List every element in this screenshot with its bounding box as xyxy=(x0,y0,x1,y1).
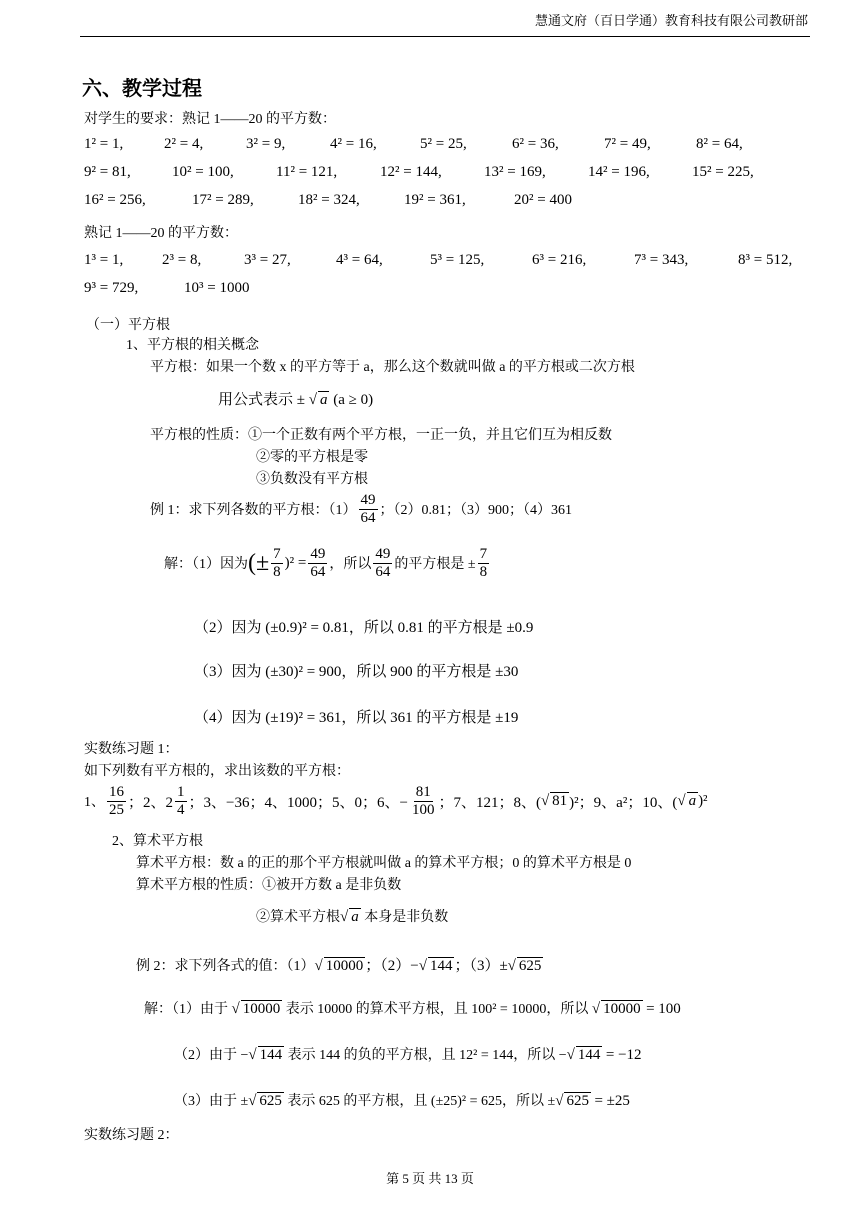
square-item: 15² = 225, xyxy=(692,164,754,180)
solution-2-3 xyxy=(174,1090,630,1110)
square-item: 14² = 196, xyxy=(588,164,650,180)
header-rule xyxy=(80,36,810,37)
fraction: $\frac{49}{64}$ xyxy=(310,546,326,580)
square-item: 8² = 64, xyxy=(696,136,743,152)
formula-line xyxy=(218,388,373,409)
sqrt-a: √ a xyxy=(340,909,359,925)
cube-item: 9³ = 729, xyxy=(84,280,139,296)
paren-close: )² = xyxy=(284,554,307,571)
text: 表示 10000 的算术平方根，且 100² = 10000，所以 xyxy=(285,1002,589,1017)
squares-row-3 xyxy=(84,192,572,209)
cube-item: 4³ = 64, xyxy=(336,252,383,268)
formula-label: 用公式表示 xyxy=(218,392,294,408)
sqrt-144: √ 144 xyxy=(248,1047,283,1063)
text: = ±25 xyxy=(594,1093,630,1109)
section-title: 六、教学过程 xyxy=(82,76,202,100)
definition-square-root: 平方根：如果一个数 x 的平方等于 a，那么这个数就叫做 a 的平方根或二次方根 xyxy=(150,360,635,375)
sqrt-10000: √ 10000 xyxy=(231,1001,281,1017)
cubes-row-2 xyxy=(84,280,249,297)
squares-row-2 xyxy=(84,164,754,181)
square-item: 19² = 361, xyxy=(404,192,466,208)
solution-3: （3）因为 (±30)² = 900，所以 900 的平方根是 ±30 xyxy=(194,664,519,680)
cube-item: 8³ = 512, xyxy=(738,252,793,268)
text: 本身是非负数 xyxy=(364,910,449,925)
sqrt-625: √ 625 xyxy=(555,1093,589,1109)
squares-row-1 xyxy=(84,136,743,153)
sqrt-144: √ 144 xyxy=(566,1047,601,1063)
property-3: ③负数没有平方根 xyxy=(256,472,368,487)
example-1-label: 例 1：求下列各数的平方根：（1） xyxy=(150,503,357,518)
sqrt-625: √ 625 xyxy=(507,958,542,974)
cube-item: 5³ = 125, xyxy=(430,252,485,268)
subsection-concepts: 1、平方根的相关概念 xyxy=(126,338,259,353)
square-item: 12² = 144, xyxy=(380,164,442,180)
text: 例 2：求下列各式的值：（1） xyxy=(136,959,315,974)
text: ，所以 xyxy=(329,557,372,572)
text: 表示 144 的负的平方根，且 12² = 144，所以 − xyxy=(287,1048,567,1063)
props-label: 平方根的性质： xyxy=(150,428,248,443)
square-item: 4² = 16, xyxy=(330,136,377,152)
text: 表示 625 的平方根，且 (±25)² = 625，所以 ± xyxy=(287,1094,556,1109)
cubes-row-1 xyxy=(84,252,792,269)
square-item: 6² = 36, xyxy=(512,136,559,152)
sqrt-10000: √ 10000 xyxy=(591,1001,641,1017)
square-item: 2² = 4, xyxy=(164,136,204,152)
square-item: 3² = 9, xyxy=(246,136,286,152)
sqrt-625: √ 625 xyxy=(248,1093,282,1109)
text: )² xyxy=(698,792,708,809)
properties-line xyxy=(150,424,612,444)
square-item: 11² = 121, xyxy=(276,164,338,180)
fraction: $\frac{16}{25}$ xyxy=(109,784,124,818)
practice-1-question: 如下列数有平方根的，求出该数的平方根： xyxy=(84,764,350,779)
formula-pm: ± xyxy=(296,392,305,408)
paren-open: (± xyxy=(248,549,270,576)
square-item: 10² = 100, xyxy=(172,164,234,180)
square-item: 13² = 169, xyxy=(484,164,546,180)
text: 1、 xyxy=(84,795,105,810)
fraction: $\frac{1}{4}$ xyxy=(177,784,185,818)
cube-item: 3³ = 27, xyxy=(244,252,291,268)
page-footer: 第 5 页 共 13 页 xyxy=(386,1171,474,1186)
cube-item: 1³ = 1, xyxy=(84,252,124,268)
cube-item: 6³ = 216, xyxy=(532,252,587,268)
arith-definition: 算术平方根：数 a 的正的那个平方根就叫做 a 的算术平方根；0 的算术平方根是 0 xyxy=(136,856,632,871)
property-1: ①一个正数有两个平方根，一正一负，并且它们互为相反数 xyxy=(248,428,612,443)
text: = 100 xyxy=(646,1001,681,1017)
cube-item: 7³ = 343, xyxy=(634,252,689,268)
square-item: 5² = 25, xyxy=(420,136,467,152)
text: 解：（1）由于 xyxy=(144,1002,228,1017)
text: （2）由于 − xyxy=(174,1048,249,1063)
cube-item: 2³ = 8, xyxy=(162,252,202,268)
square-item: 17² = 289, xyxy=(192,192,254,208)
section-square-root: （一）平方根 xyxy=(86,318,170,333)
arith-properties: 算术平方根的性质：①被开方数 a 是非负数 xyxy=(136,878,402,893)
text: ；（2）− xyxy=(365,958,419,974)
text: ；（3）± xyxy=(454,958,508,974)
solution-1 xyxy=(164,546,491,580)
practice-2-title: 实数练习题 2： xyxy=(84,1128,179,1143)
formula-condition: (a ≥ 0) xyxy=(333,392,374,408)
solution-2: （2）因为 (±0.9)² = 0.81，所以 0.81 的平方根是 ±0.9 xyxy=(194,620,534,636)
arith-property-2 xyxy=(256,906,448,926)
solution-2-1 xyxy=(144,998,681,1018)
sqrt-144: √ 144 xyxy=(418,958,453,974)
page-header: 慧通文府（百日学通）教育科技有限公司教研部 xyxy=(534,13,808,28)
square-item: 16² = 256, xyxy=(84,192,146,208)
cube-item: 10³ = 1000 xyxy=(184,280,250,296)
sqrt-10000: √ 10000 xyxy=(314,958,364,974)
fraction: $\frac{81}{100}$ xyxy=(411,784,435,818)
sqrt-81: √ 81 xyxy=(540,792,568,809)
text: ；2、2 xyxy=(128,794,174,811)
fraction: $\frac{7}{8}$ xyxy=(479,546,488,580)
fraction: $\frac{49}{64}$ xyxy=(360,492,376,526)
square-item: 20² = 400 xyxy=(514,192,572,208)
text: ②算术平方根 xyxy=(256,910,340,925)
practice-1-title: 实数练习题 1： xyxy=(84,742,179,757)
text: ；7、121；8、( xyxy=(438,794,541,811)
text: 的平方根是 ± xyxy=(394,557,476,572)
square-item: 1² = 1, xyxy=(84,136,124,152)
squares-intro: 对学生的要求：熟记 1——20 的平方数： xyxy=(84,112,336,127)
subsection-arithmetic-root: 2、算术平方根 xyxy=(112,834,203,849)
sqrt-a: √ a xyxy=(308,392,328,408)
square-item: 7² = 49, xyxy=(604,136,651,152)
cubes-intro: 熟记 1——20 的平方数： xyxy=(84,226,238,241)
solution-4: （4）因为 (±19)² = 361，所以 361 的平方根是 ±19 xyxy=(194,710,519,726)
solution-1-label: 解：（1）因为 xyxy=(164,557,248,572)
text: （3）由于 ± xyxy=(174,1094,249,1109)
solution-2-2 xyxy=(174,1044,642,1064)
text: = −12 xyxy=(605,1047,642,1063)
property-2: ②零的平方根是零 xyxy=(256,450,368,465)
example-2 xyxy=(136,954,543,975)
square-item: 18² = 324, xyxy=(298,192,360,208)
sqrt-a: √ a xyxy=(677,792,697,809)
example-1 xyxy=(150,492,572,526)
fraction: $\frac{49}{64}$ xyxy=(375,546,391,580)
example-1-rest: ；（2）0.81；（3）900；（4）361 xyxy=(379,503,572,518)
practice-1-items xyxy=(84,784,708,818)
text: )²；9、a²；10、( xyxy=(569,794,678,811)
square-item: 9² = 81, xyxy=(84,164,131,180)
fraction: $\frac{7}{8}$ xyxy=(273,546,281,580)
text: ；3、−36；4、1000；5、0；6、− xyxy=(188,794,408,811)
